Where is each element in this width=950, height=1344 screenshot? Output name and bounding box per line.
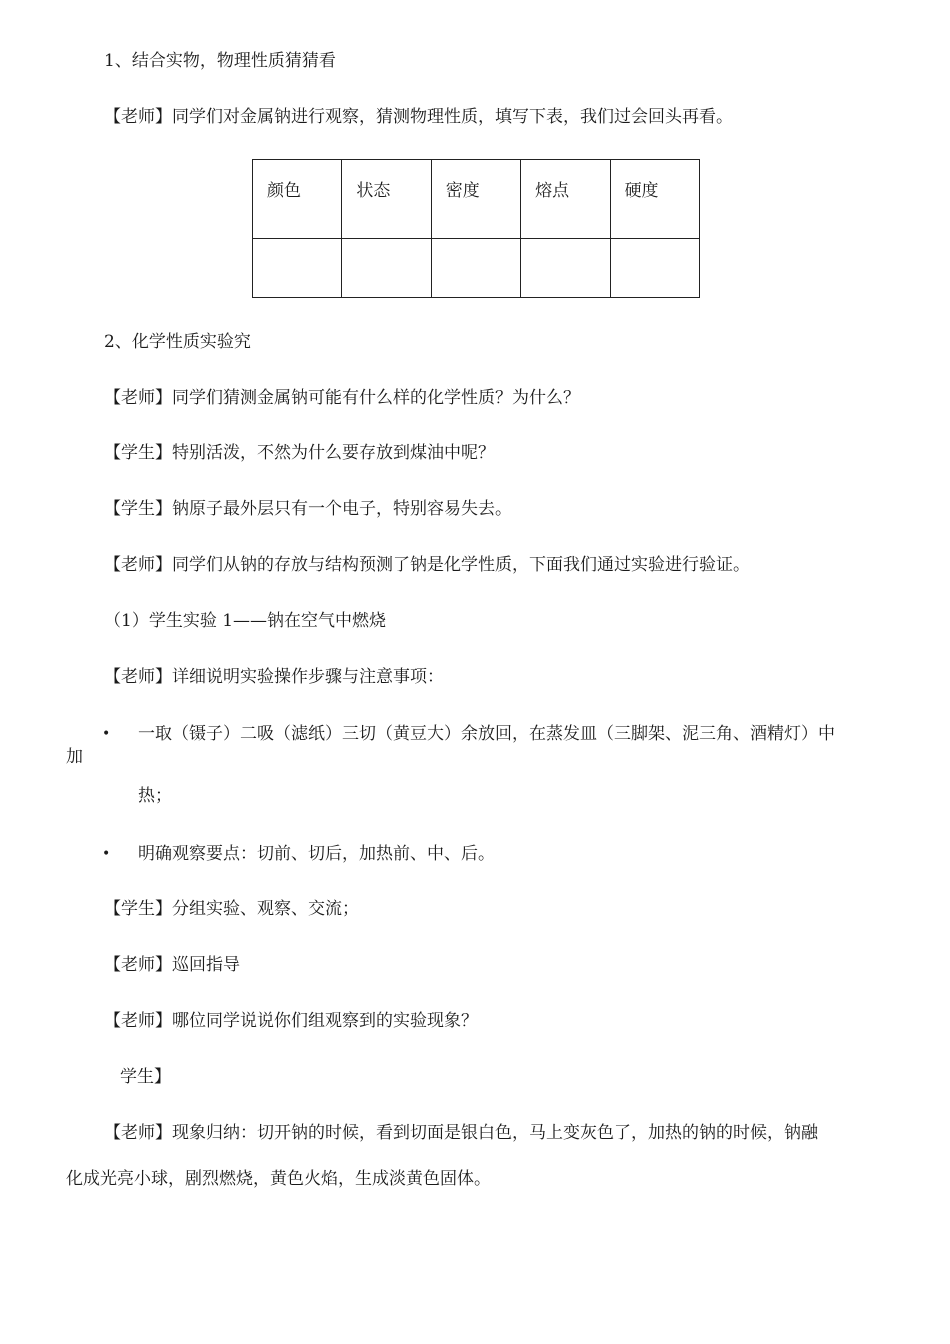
table-header-cell: 硬度 <box>610 160 699 239</box>
table-cell <box>521 239 610 298</box>
section-2-heading: 2、化学性质实验究 <box>104 332 251 352</box>
bullet-item-1-wrap: 加 <box>66 747 83 767</box>
table-cell <box>342 239 431 298</box>
dialogue-line: 【老师】哪位同学说说你们组观察到的实验现象？ <box>104 1011 478 1031</box>
dialogue-line: 【老师】详细说明实验操作步骤与注意事项： <box>104 667 444 687</box>
table-header-cell: 密度 <box>431 160 520 239</box>
table-header-cell: 状态 <box>342 160 431 239</box>
dialogue-line: 【老师】巡回指导 <box>104 955 240 975</box>
table-header-row <box>253 160 700 239</box>
dialogue-line: 【学生】特别活泼，不然为什么要存放到煤油中呢？ <box>104 443 495 463</box>
bullet-marker: • <box>102 846 111 862</box>
dialogue-line: 【老师】同学们从钠的存放与结构预测了钠是化学性质，下面我们通过实验进行验证。 <box>104 555 750 575</box>
bullet-item-1-line-1: 一取（镊子）二吸（滤纸）三切（黄豆大）余放回，在蒸发皿（三脚架、泥三角、酒精灯）中 <box>138 724 835 744</box>
summary-line-1: 【老师】现象归纳：切开钠的时候，看到切面是银白色，马上变灰色了，加热的钠的时候，钠融 <box>104 1123 818 1143</box>
teacher-observe-paragraph: 【老师】同学们对金属钠进行观察，猜测物理性质，填写下表，我们过会回头再看。 <box>104 107 733 127</box>
experiment-heading: （1）学生实验 1——钠在空气中燃烧 <box>104 611 387 631</box>
table-cell <box>610 239 699 298</box>
table-cell <box>253 239 342 298</box>
physical-properties-table <box>252 159 700 298</box>
bullet-marker: • <box>102 726 111 742</box>
dialogue-line: 【学生】分组实验、观察、交流； <box>104 899 359 919</box>
table-row <box>253 239 700 298</box>
dialogue-line: 【学生】钠原子最外层只有一个电子，特别容易失去。 <box>104 499 512 519</box>
dialogue-line: 【老师】同学们猜测金属钠可能有什么样的化学性质？为什么？ <box>104 388 580 408</box>
dialogue-line: 学生】 <box>120 1067 171 1087</box>
table-cell <box>431 239 520 298</box>
table-header-cell: 颜色 <box>253 160 342 239</box>
section-1-heading: 1、结合实物，物理性质猜猜看 <box>104 51 336 71</box>
bullet-item-1-line-2: 热； <box>138 786 172 806</box>
bullet-item-2: 明确观察要点：切前、切后，加热前、中、后。 <box>138 844 495 864</box>
table-header-cell: 熔点 <box>521 160 610 239</box>
summary-line-2: 化成光亮小球，剧烈燃烧，黄色火焰，生成淡黄色固体。 <box>66 1169 491 1189</box>
